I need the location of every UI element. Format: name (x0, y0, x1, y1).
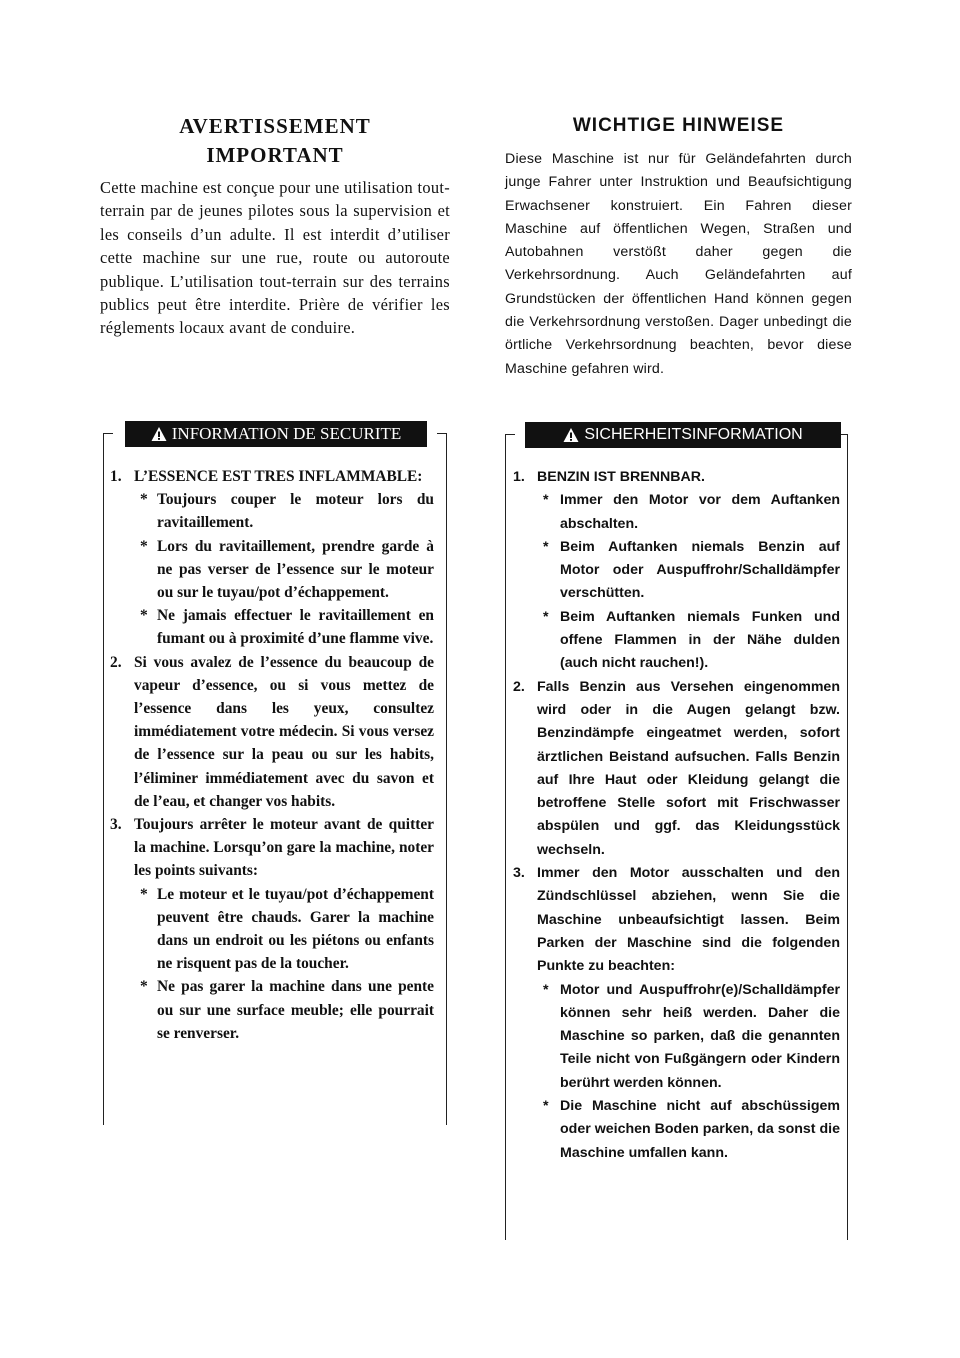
german-intro: Diese Maschine ist nur für Geländefahrten durch junge Fahrer unter Instruktion und Beaufsichtigung Erwachsener konstruiert. Ein Fahren dieser Maschine auf öffentlichen Wegen, Straßen und Autobahnen verstößt daher gegen die Verkehrsordnung. Auch Geländefahrten auf Grundstücken der öffentlichen Hand können gegen die Verkehrsordnung verstoßen. Dager unbedingt die örtliche Verkehrsordnung beachten, bevor diese Maschine gefahren wird. (505, 151, 852, 377)
sub-item: * Die Maschine nicht auf abschüssigem oder weichen Boden parken, da sonst die Maschine umfallen kann. (543, 1098, 840, 1161)
box-border-tick (505, 434, 515, 435)
french-column (100, 112, 450, 340)
warning-triangle-icon (563, 427, 579, 443)
list-item: 2. Si vous avalez de l’essence du beaucoup de vapeur d’essence, ou si vous mettez de l’essence dans les yeux, consultez immédiatement votre médecin. Si vous versez de l’essence sur la peau ou sur les habits, l’éliminer immédiatement avec du savon et de l’eau, et changer vos habits. (110, 653, 434, 810)
sub-item: * Le moteur et le tuyau/pot d’échappement peuvent être chauds. Garer la machine dans un endroit ou les piétons ou enfants ne risquent pas de la toucher. (140, 885, 434, 973)
german-title: WICHTIGE HINWEISE (572, 115, 785, 136)
german-column (505, 112, 852, 381)
box-border-tick (103, 433, 113, 434)
box-border-right (847, 434, 848, 1240)
box-border-tick (437, 433, 447, 434)
french-safety-box (103, 421, 447, 1125)
sub-item: * Immer den Motor vor dem Auftanken abschalten. (543, 492, 840, 532)
sub-item: * Beim Auftanken niemals Benzin auf Motor oder Auspuffrohr/Schalldämpfer verschütten. (543, 538, 840, 602)
german-safety-box (505, 422, 848, 1240)
french-safety-list (110, 465, 434, 1045)
list-item: 1. L’ESSENCE EST TRES INFLAMMABLE: * Toujours couper le moteur lors du ravitaillement. * Lors du ravitaillement, prendre garde à ne pas verser de l’essence sur le moteur ou sur le tuyau/pot d’échappement. * Ne jamais effectuer le ravitaillement en fumant ou à proximité d’une flamme vive. (110, 465, 434, 651)
safety-label: SICHERHEITSINFORMATION (584, 426, 803, 443)
box-border-right (446, 433, 447, 1125)
box-border-left (505, 434, 506, 1240)
safety-label: INFORMATION DE SECURITE (171, 424, 402, 443)
french-title-line2: IMPORTANT (206, 143, 344, 167)
french-title-line1: AVERTISSEMENT (179, 114, 371, 138)
sub-item: * Beim Auftanken niemals Funken und offene Flammen in der Nähe dulden (auch nicht rauchen!). (543, 608, 840, 672)
list-item: 3. Immer den Motor ausschalten und den Zündschlüssel abziehen, wenn Sie die Maschine unbeaufsichtigt lassen. Beim Parken der Maschine sind die folgenden Punkte zu beachten: * Motor und Auspuffrohr(e)/Schalldämpfer können sehr heiß werden. Daher die Maschine so parken, daß die genannten Teile nicht von Fußgängern oder Kindern berührt werden können. * Die Maschine nicht auf abschüssigem oder weichen Boden parken, da sonst die Maschine umfallen kann. (513, 862, 840, 1165)
list-item: 3. Toujours arrêter le moteur avant de quitter la machine. Lorsqu’on gare la machine, noter les points suivants: * Le moteur et le tuyau/pot d’échappement peuvent être chauds. Garer la machine dans un endroit ou les piétons ou enfants ne risquent pas de la toucher. * Ne pas garer la machine dans une pente ou sur une surface meuble; elle pourrait se renverser. (110, 813, 434, 1045)
sub-item: * Lors du ravitaillement, prendre garde à ne pas verser de l’essence sur le moteur ou sur le tuyau/pot d’échappement. (140, 537, 434, 602)
sub-item: * Ne pas garer la machine dans une pente ou sur une surface meuble; elle pourrait se renverser. (140, 978, 434, 1042)
list-item: 1. BENZIN IST BRENNBAR. * Immer den Motor vor dem Auftanken abschalten. * Beim Auftanken niemals Benzin auf Motor oder Auspuffrohr/Schalldämpfer verschütten. * Beim Auftanken niemals Funken und offene Flammen in der Nähe dulden (auch nicht rauchen!). (513, 466, 840, 676)
box-border-left (103, 433, 104, 1125)
french-intro: Cette machine est conçue pour une utilisation tout-terrain par de jeunes pilotes sous la supervision et les conseils d’un adulte. Il est interdit d’utiliser cette machine sur une rue, route ou autoroute publique. L’utilisation tout-terrain sur des terrains publics peut être interdite. Prière de vérifier les réglements locaux avant de conduire. (100, 178, 450, 338)
german-safety-list (513, 466, 840, 1165)
sub-item: * Toujours couper le moteur lors du ravitaillement. (140, 491, 434, 532)
safety-badge (525, 422, 841, 448)
safety-badge (125, 421, 427, 447)
warning-triangle-icon (151, 426, 167, 442)
list-item: 2. Falls Benzin aus Versehen eingenommen wird oder in die Augen gelangt bzw. Benzindämpfe eingeatmet werden, sofort ärztlichen Beistand aufsuchen. Falls Benzin auf Ihre Haut oder Kleidung gelangt die betroffene Stelle sofort mit Frischwasser abspülen und ggf. das Kleidungsstück wechseln. (513, 678, 840, 858)
sub-item: * Motor und Auspuffrohr(e)/Schalldämpfer können sehr heiß werden. Daher die Maschine so parken, daß die genannten Teile nicht von Fußgängern oder Kindern berührt werden können. (543, 981, 840, 1091)
sub-item: * Ne jamais effectuer le ravitaillement en fumant ou à proximité d’une flamme vive. (140, 607, 434, 648)
